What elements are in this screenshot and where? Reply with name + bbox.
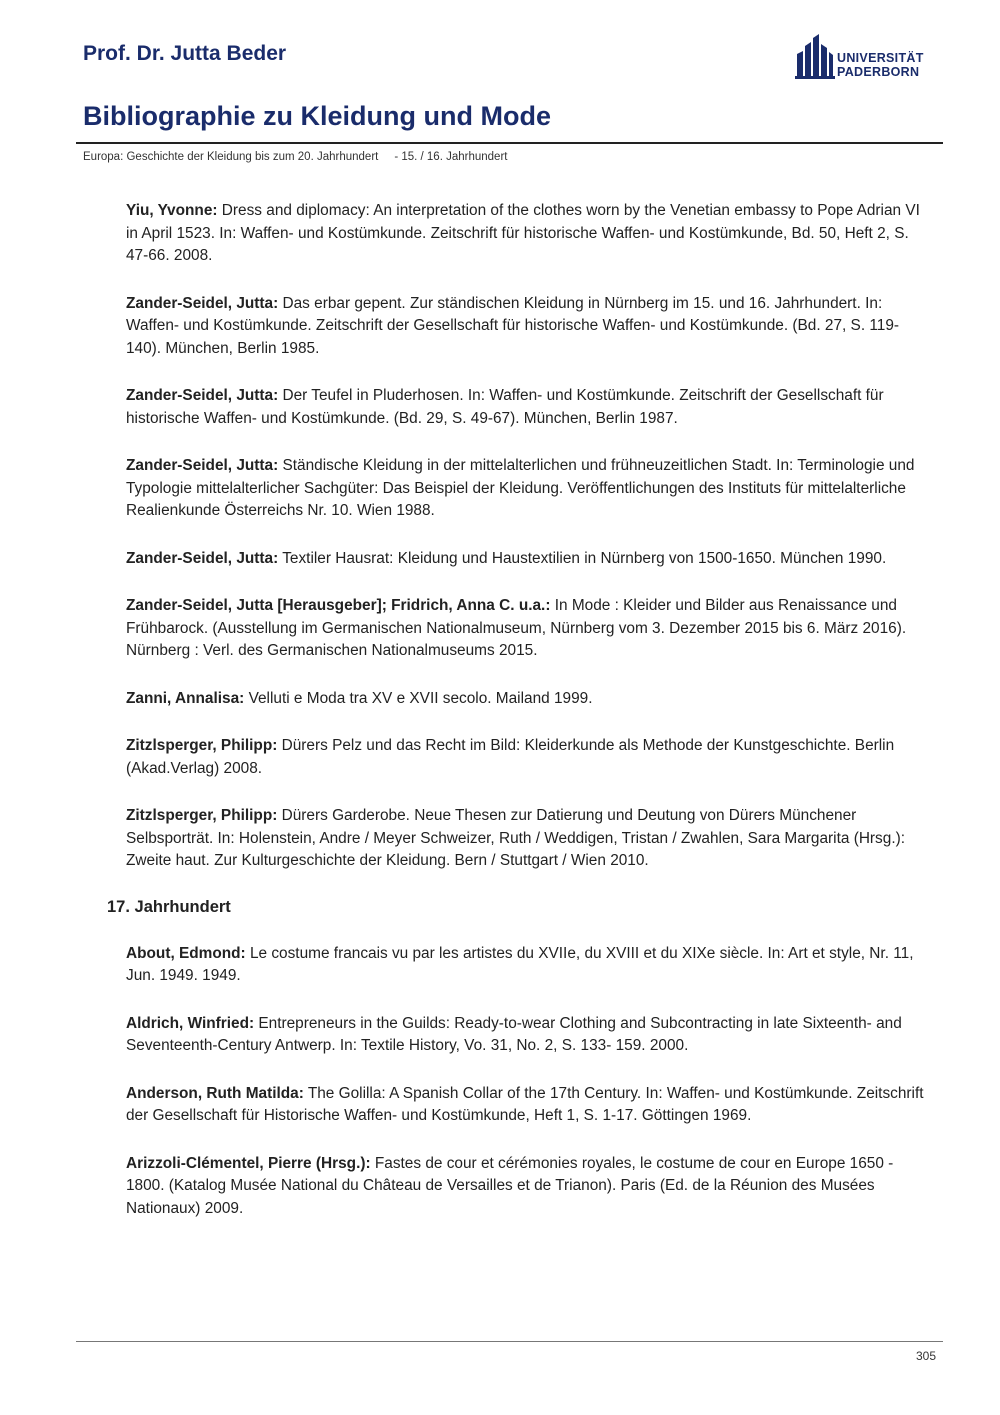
entry-text: Dürers Pelz und das Recht im Bild: Kleiderkunde als Methode der Kunstgeschichte. Berlin (Akad.Verlag) 2008. — [126, 737, 895, 777]
entry-text: Das erbar gepent. Zur ständischen Kleidung in Nürnberg im 15. und 16. Jahrhundert. In: Waffen- und Kostümkunde. Zeitschrift der Gesellschaft für historische Waffen- und Kostümkunde. (Bd. 27, S. 119-140). München, Berlin 1985. — [126, 294, 900, 357]
entry-author: Zitzlsperger, Philipp: — [126, 737, 278, 754]
entry-author: Anderson, Ruth Matilda: — [126, 1084, 304, 1102]
bibliography-entry — [126, 1153, 932, 1221]
bibliography-entry — [126, 200, 932, 268]
entry-text: Fastes de cour et cérémonies royales, le costume de cour en Europe 1650 - 1800. (Katalog Musée National du Château de Versailles et de Trianon). Paris (Ed. de la Réunion des Musées Nationaux) 2009. — [126, 1154, 894, 1217]
page-number: 305 — [915, 1349, 936, 1363]
entry-text: Velluti e Moda tra XV e XVII secolo. Mailand 1999. — [244, 689, 593, 707]
bibliography-entry — [126, 548, 932, 571]
author-name: Prof. Dr. Jutta Beder — [83, 42, 287, 65]
bibliography-content — [0, 200, 1000, 1245]
entry-text: Le costume francais vu par les artistes du XVIIe, du XVIII et du XIXe siècle. In: Art et style, Nr. 11, Jun. 1949. 1949. — [126, 944, 914, 984]
entry-author: Arizzoli-Clémentel, Pierre (Hrsg.): — [126, 1154, 371, 1172]
bibliography-entry — [126, 688, 932, 711]
page-title: Bibliographie zu Kleidung und Mode — [83, 101, 551, 131]
entry-author: Zander-Seidel, Jutta: — [126, 549, 279, 567]
logo-line-2: PADERBORN — [837, 65, 920, 79]
bibliography-entry — [126, 385, 932, 430]
entry-text: Dürers Garderobe. Neue Thesen zur Datierung und Deutung von Dürers Münchener Selbsporträt. In: Holenstein, Andre / Meyer Schweizer, Ruth / Weddigen, Tristan / Zwahlen, Sara Margarita (Hrsg.): Zweite haut. Zur Kulturgeschichte der Kleidung. Bern / Stuttgart / Wien 2010. — [126, 807, 905, 869]
entry-text: Textiler Hausrat: Kleidung und Haustextilien in Nürnberg von 1500-1650. München 1990. — [278, 549, 887, 567]
running-subtitle: Europa: Geschichte der Kleidung bis zum 20. Jahrhundert - 15. / 16. Jahrhundert — [83, 151, 508, 163]
entry-author: About, Edmond: — [126, 944, 246, 962]
logo-line-1: UNIVERSITÄT — [837, 51, 924, 65]
bibliography-entry — [126, 943, 932, 988]
section-heading: 17. Jahrhundert — [107, 897, 231, 916]
bibliography-entry — [126, 595, 932, 663]
bibliography-entry — [126, 455, 932, 523]
header-divider — [76, 142, 943, 144]
entry-text: In Mode : Kleider und Bilder aus Renaissance und Frühbarock. (Ausstellung im Germanischen Nationalmuseum, Nürnberg vom 3. Dezember 2015 bis 6. März 2016). Nürnberg : Verl. des Germanischen Nationalmuseums 2015. — [126, 597, 907, 659]
entry-author: Zander-Seidel, Jutta: — [126, 457, 279, 474]
university-paderborn-logo-icon — [795, 32, 835, 80]
entry-text: The Golilla: A Spanish Collar of the 17th Century. In: Waffen- und Kostümkunde. Zeitschrift der Gesellschaft für Historische Waffen- und Kostümkunde, Heft 1, S. 1-17. Göttingen 1969. — [126, 1084, 924, 1124]
entry-text: Dress and diplomacy: An interpretation of the clothes worn by the Venetian embassy to Pope Adrian VI in April 1523. In: Waffen- und Kostümkunde. Zeitschrift für historische Waffen- und Kostümkunde, Bd. 50, Heft 2, S. 47-66. 2008. — [126, 202, 920, 264]
bibliography-entry — [126, 735, 932, 780]
entry-author: Zander-Seidel, Jutta: — [126, 387, 279, 404]
university-logo — [795, 32, 935, 80]
bibliography-entry — [126, 293, 932, 361]
entry-author: Zitzlsperger, Philipp: — [126, 807, 278, 824]
entry-author: Zander-Seidel, Jutta [Herausgeber]; Fridrich, Anna C. u.a.: — [126, 597, 551, 614]
entry-author: Yiu, Yvonne: — [126, 202, 218, 219]
footer-divider — [76, 1341, 943, 1342]
entry-text: Entrepreneurs in the Guilds: Ready-to-wear Clothing and Subcontracting in late Sixteenth- and Seventeenth-Century Antwerp. In: Textile History, Vo. 31, No. 2, S. 133- 159. 2000. — [126, 1014, 902, 1054]
entry-author: Zander-Seidel, Jutta: — [126, 294, 279, 312]
entry-author: Zanni, Annalisa: — [126, 689, 245, 707]
entry-author: Aldrich, Winfried: — [126, 1014, 255, 1032]
entry-text: Ständische Kleidung in der mittelalterlichen und frühneuzeitlichen Stadt. In: Terminologie und Typologie mittelalterlicher Sachgüter: Das Beispiel der Kleidung. Veröffentlichungen des Instituts für mittelalterliche Realienkunde Österreichs Nr. 10. Wien 1988. — [126, 457, 915, 519]
bibliography-entry — [126, 1083, 932, 1128]
bibliography-entry — [126, 805, 932, 873]
bibliography-entry — [126, 1013, 932, 1058]
entry-text: Der Teufel in Pluderhosen. In: Waffen- und Kostümkunde. Zeitschrift der Gesellschaft für historische Waffen- und Kostümkunde. (Bd. 29, S. 49-67). München, Berlin 1987. — [126, 387, 884, 427]
